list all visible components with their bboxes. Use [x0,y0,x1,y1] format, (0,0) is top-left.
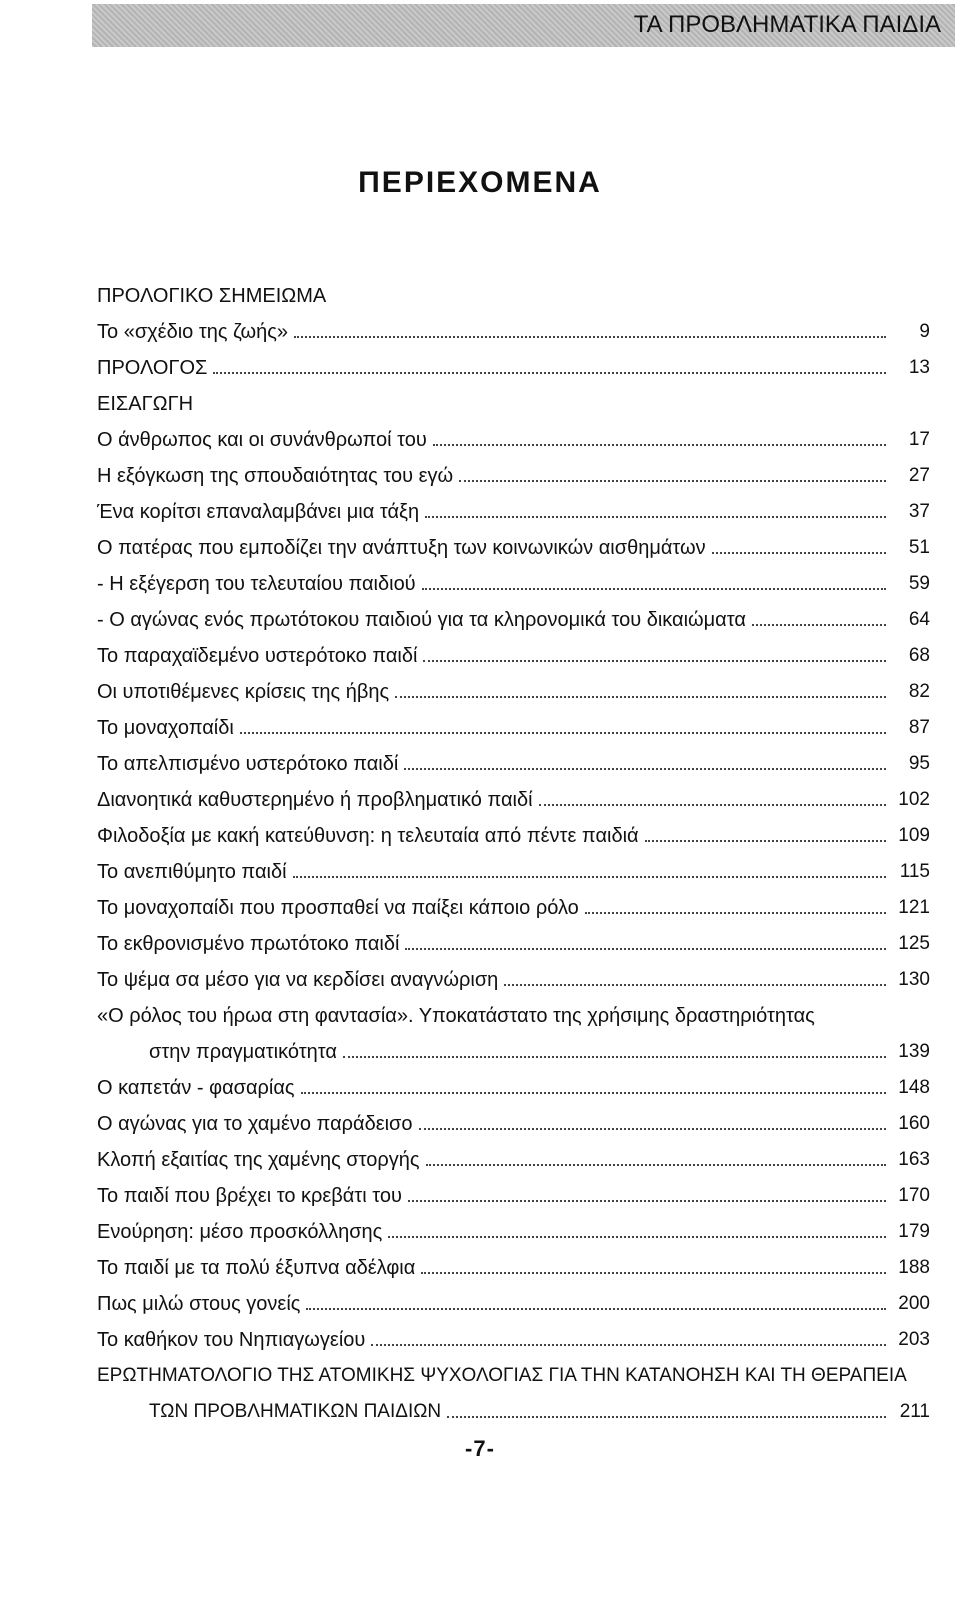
toc-entry-title: - Η εξέγερση του τελευταίου παιδιού [97,573,416,595]
toc-dot-leader [294,336,886,338]
toc-entry [97,1388,930,1424]
toc-entry-page: 64 [908,609,930,630]
toc-dot-leader [425,516,886,518]
toc-entry-page: 59 [908,573,930,594]
toc-entry-page: 200 [898,1293,930,1314]
toc-entry-title: Κλοπή εξαιτίας της χαμένης στοργής [97,1149,420,1171]
toc-entry [97,1352,930,1388]
toc-entry-page: 170 [898,1185,930,1206]
toc-entry-title: Το «σχέδιο της ζωής» [97,321,289,343]
toc-entry-page: 51 [908,537,930,558]
toc-entry-title: Το παιδί με τα πολύ έξυπνα αδέλφια [97,1257,416,1279]
toc-entry-title: Το μοναχοπαίδι που προσπαθεί να παίξει κάποιο ρόλο [97,897,579,919]
toc-entry-title: ΕΡΩΤΗΜΑΤΟΛΟΓΙΟ ΤΗΣ ΑΤΟΜΙΚΗΣ ΨΥΧΟΛΟΓΙΑΣ ΓΙΑ ΤΗΝ ΚΑΤΑΝΟΗΣΗ ΚΑΙ ΤΗ ΘΕΡΑΠΕΙΑ [97,1365,907,1386]
toc-dot-leader [504,984,886,986]
toc-entry-title: Πως μιλώ στους γονείς [97,1293,301,1315]
toc-entry-title: Το ανεπιθύμητο παιδί [97,861,287,883]
toc-dot-leader [293,876,886,878]
toc-entry [97,308,930,344]
toc-dot-leader [306,1308,886,1310]
toc-entry [97,776,930,812]
toc-dot-leader [433,444,886,446]
toc-entry-title: ΕΙΣΑΓΩΓΗ [97,393,194,415]
toc-entry-page: 115 [899,861,930,882]
toc-entry-page: 13 [908,357,930,378]
toc-entry [97,1172,930,1208]
toc-entry-title: «Ο ρόλος του ήρωα στη φαντασία». Υποκατάστατο της χρήσιμης δραστηριότητας [97,1005,815,1027]
toc-dot-leader [752,624,886,626]
toc-entry-title: Ο πατέρας που εμποδίζει την ανάπτυξη των κοινωνικών αισθημάτων [97,537,706,559]
toc-dot-leader [301,1092,886,1094]
toc-entry-page: 9 [919,321,930,342]
toc-dot-leader [421,1272,886,1274]
toc-entry [97,848,930,884]
toc-entry [97,1280,930,1316]
toc-entry-title: - Ο αγώνας ενός πρωτότοκου παιδιού για τα κληρονομικά του δικαιώματα [97,609,746,631]
toc-entry-title: ΠΡΟΛΟΓΙΚΟ ΣΗΜΕΙΩΜΑ [97,285,327,307]
toc-entry-page: 188 [898,1257,930,1278]
toc-entry-page: 68 [908,645,930,666]
toc-entry-title: Το εκθρονισμένο πρωτότοκο παιδί [97,933,400,955]
toc-entry [97,668,930,704]
toc-entry-page: 102 [898,789,930,810]
toc-entry-page: 17 [908,429,930,450]
toc-dot-leader [213,372,886,374]
toc-entry [97,884,930,920]
page-number: -7- [465,1436,495,1461]
toc-entry [97,560,930,596]
toc-entry-page: 87 [908,717,930,738]
table-of-contents [97,272,930,1424]
toc-dot-leader [447,1416,886,1418]
toc-dot-leader [240,732,886,734]
toc-entry-title: Οι υποτιθέμενες κρίσεις της ήβης [97,681,390,703]
toc-dot-leader [405,948,886,950]
toc-entry [97,632,930,668]
toc-entry [97,956,930,992]
toc-dot-leader [539,804,886,806]
toc-entry-title: Ο καπετάν - φασαρίας [97,1077,295,1099]
toc-dot-leader [408,1200,886,1202]
toc-entry-title: Ο άνθρωπος και οι συνάνθρωποί του [97,429,427,451]
toc-entry-page: 27 [908,465,930,486]
toc-entry-page: 82 [908,681,930,702]
toc-entry [97,920,930,956]
toc-dot-leader [712,552,886,554]
toc-entry [97,812,930,848]
toc-entry [97,1064,930,1100]
toc-entry [97,740,930,776]
toc-entry [97,416,930,452]
toc-entry-page: 179 [898,1221,930,1242]
toc-entry [97,524,930,560]
toc-entry [97,1028,930,1064]
toc-dot-leader [585,912,886,914]
running-header [92,4,955,47]
page-title: ΠΕΡΙΕΧΟΜΕΝΑ [358,166,602,199]
toc-entry-title: Φιλοδοξία με κακή κατεύθυνση: η τελευταία από πέντε παιδιά [97,825,639,847]
toc-dot-leader [459,480,886,482]
toc-entry-page: 130 [898,969,930,990]
toc-entry-page: 139 [898,1041,930,1062]
toc-entry-title: Το παραχαϊδεμένο υστερότοκο παιδί [97,645,418,667]
toc-dot-leader [343,1056,886,1058]
toc-entry [97,1100,930,1136]
toc-entry-title: στην πραγματικότητα [149,1041,337,1063]
toc-entry [97,992,930,1028]
toc-entry-title: Το καθήκον του Νηπιαγωγείου [97,1329,366,1351]
toc-entry [97,344,930,380]
toc-dot-leader [422,588,886,590]
toc-entry [97,1244,930,1280]
toc-entry-title: Το ψέμα σα μέσο για να κερδίσει αναγνώριση [97,969,499,991]
toc-entry-title: Ο αγώνας για το χαμένο παράδεισο [97,1113,413,1135]
toc-entry-title: Το παιδί που βρέχει το κρεβάτι του [97,1185,402,1207]
toc-dot-leader [404,768,886,770]
toc-entry-page: 163 [898,1149,930,1170]
toc-entry [97,1208,930,1244]
toc-entry-title: Η εξόγκωση της σπουδαιότητας του εγώ [97,465,454,487]
toc-entry-title: Ενούρηση: μέσο προσκόλλησης [97,1221,383,1243]
toc-entry-page: 109 [898,825,930,846]
toc-entry [97,452,930,488]
toc-entry [97,1136,930,1172]
toc-dot-leader [645,840,886,842]
toc-entry-page: 211 [899,1401,930,1422]
toc-entry-title: Ένα κορίτσι επαναλαμβάνει μια τάξη [97,501,420,523]
toc-entry [97,704,930,740]
toc-entry-title: ΠΡΟΛΟΓΟΣ [97,357,208,379]
toc-dot-leader [388,1236,886,1238]
toc-dot-leader [371,1344,886,1346]
toc-entry [97,272,930,308]
toc-entry-page: 160 [898,1113,930,1134]
toc-entry-page: 37 [908,501,930,522]
toc-entry-title: Το απελπισμένο υστερότοκο παιδί [97,753,399,775]
toc-dot-leader [426,1164,886,1166]
toc-entry-title: Διανοητικά καθυστερημένο ή προβληματικό παιδί [97,789,533,811]
toc-entry-page: 121 [898,897,930,918]
toc-dot-leader [395,696,886,698]
running-header-title: ΤΑ ΠΡΟΒΛΗΜΑΤΙΚΑ ΠΑΙΔΙΑ [633,11,941,38]
toc-entry [97,380,930,416]
toc-entry-page: 95 [908,753,930,774]
toc-dot-leader [419,1128,886,1130]
toc-entry-title: ΤΩΝ ΠΡΟΒΛΗΜΑΤΙΚΩΝ ΠΑΙΔΙΩΝ [149,1401,442,1422]
toc-dot-leader [423,660,886,662]
toc-entry [97,1316,930,1352]
toc-entry-title: Το μοναχοπαίδι [97,717,234,739]
toc-entry-page: 125 [898,933,930,954]
toc-entry [97,488,930,524]
toc-entry-page: 148 [898,1077,930,1098]
toc-entry-page: 203 [898,1329,930,1350]
toc-entry [97,596,930,632]
